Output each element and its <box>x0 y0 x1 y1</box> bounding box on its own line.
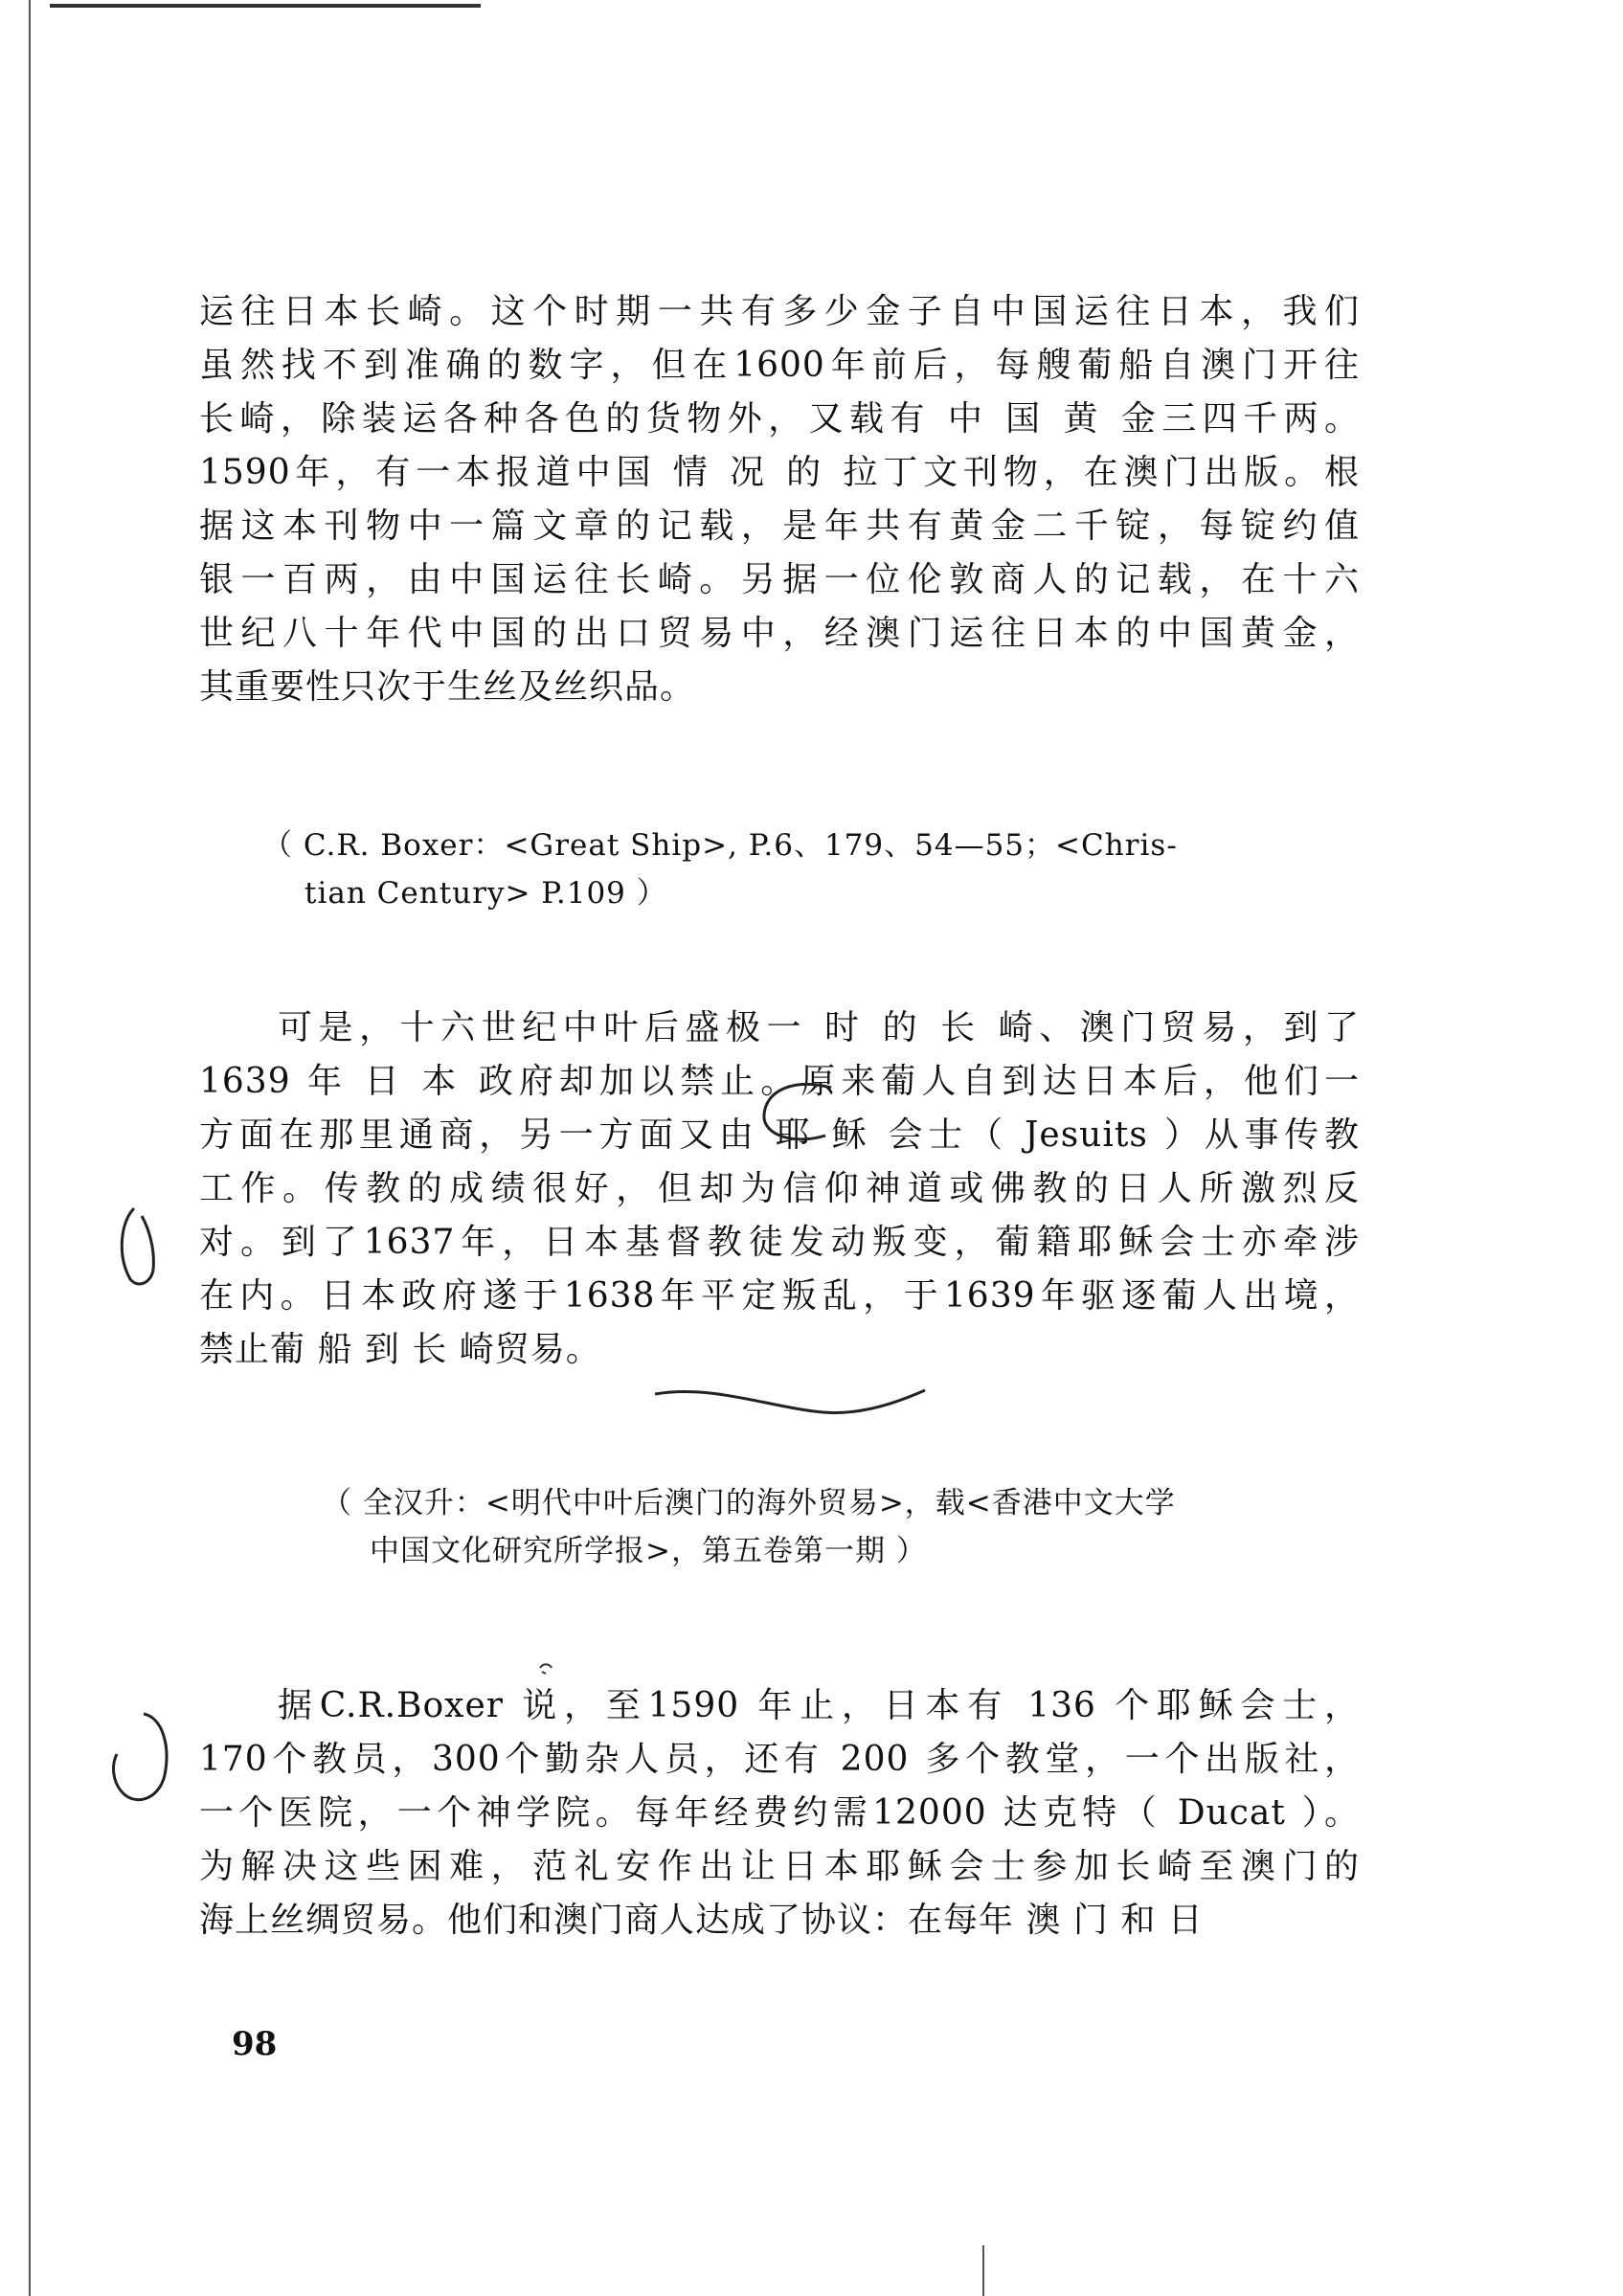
text-line: 据C.R.Boxer 说，至1590 年止，日本有 136 个耶稣会士， <box>278 1686 1360 1725</box>
text-line: 在内。日本政府遂于1638年平定叛乱，于1639年驱逐葡人出境， <box>199 1276 1360 1316</box>
scan-speck <box>536 1658 555 1677</box>
scan-top-bar <box>50 4 481 8</box>
paragraph-2 <box>199 1002 1360 1377</box>
margin-oval-mark-upper <box>113 1203 170 1289</box>
text-line: 虽然找不到准确的数字，但在1600年前后，每艘葡船自澳门开往 <box>199 346 1360 385</box>
paragraph-3 <box>199 1679 1360 1947</box>
text-line: 运往日本长崎。这个时期一共有多少金子自中国运往日本，我们 <box>199 292 1360 331</box>
text-line: 对。到了1637年，日本基督教徒发动叛变，葡籍耶稣会士亦牵涉 <box>199 1223 1360 1262</box>
text-line: 工作。传教的成绩很好，但却为信仰神道或佛教的日人所激烈反 <box>199 1169 1360 1208</box>
handwritten-underline-annotation <box>651 1377 929 1425</box>
text-line: 1639 年 日 本 政府却加以禁止。原来葡人自到达日本后，他们一 <box>199 1062 1360 1101</box>
text-line: 170个教员，300个勤杂人员，还有 200 多个教堂，一个出版社， <box>199 1740 1360 1779</box>
citation-2 <box>322 1479 1176 1575</box>
page-edge-line <box>29 0 31 2296</box>
text-line: 银一百两，由中国运往长崎。另据一位伦敦商人的记载，在十六 <box>199 560 1360 599</box>
paragraph-1 <box>199 285 1360 714</box>
text-line: 长崎，除装运各种各色的货物外，又载有 中 国 黄 金三四千两。 <box>199 399 1360 439</box>
text-line: 为解决这些困难，范礼安作出让日本耶稣会士参加长崎至澳门的 <box>199 1847 1360 1886</box>
text-line: 禁止葡 船 到 长 崎贸易。 <box>199 1330 601 1369</box>
text-line: 海上丝绸贸易。他们和澳门商人达成了协议：在每年 澳 门 和 日 <box>199 1901 1204 1940</box>
scan-bottom-mark <box>982 2245 984 2296</box>
citation-1 <box>262 822 1178 917</box>
citation-line: （ 全汉升：<明代中叶后澳门的海外贸易>，载<香港中文大学 <box>322 1486 1176 1520</box>
text-line: 可是，十六世纪中叶后盛极一 时 的 长 崎、澳门贸易，到了 <box>278 1008 1360 1047</box>
text-line: 世纪八十年代中国的出口贸易中，经澳门运往日本的中国黄金， <box>199 614 1360 653</box>
text-line: 一个医院，一个神学院。每年经费约需12000 达克特（ Ducat ）。 <box>199 1793 1360 1833</box>
text-line: 1590年，有一本报道中国 情 况 的 拉丁文刊物，在澳门出版。根 <box>199 453 1360 492</box>
citation-line: 中国文化研究所学报>，第五卷第一期 ） <box>370 1534 927 1568</box>
text-line: 方面在那里通商，另一方面又由 耶 稣 会士（ Jesuits ）从事传教 <box>199 1115 1360 1155</box>
text-line: 其重要性只次于生丝及丝织品。 <box>199 667 696 707</box>
margin-oval-mark-lower <box>105 1708 182 1813</box>
text-line: 据这本刊物中一篇文章的记载，是年共有黄金二千锭，每锭约值 <box>199 506 1360 546</box>
citation-line: （ C.R. Boxer：<Great Ship>, P.6、179、54—55；<Chris- <box>262 828 1178 863</box>
citation-line: tian Century> P.109 ） <box>304 876 667 911</box>
page-number: 98 <box>232 2025 278 2063</box>
